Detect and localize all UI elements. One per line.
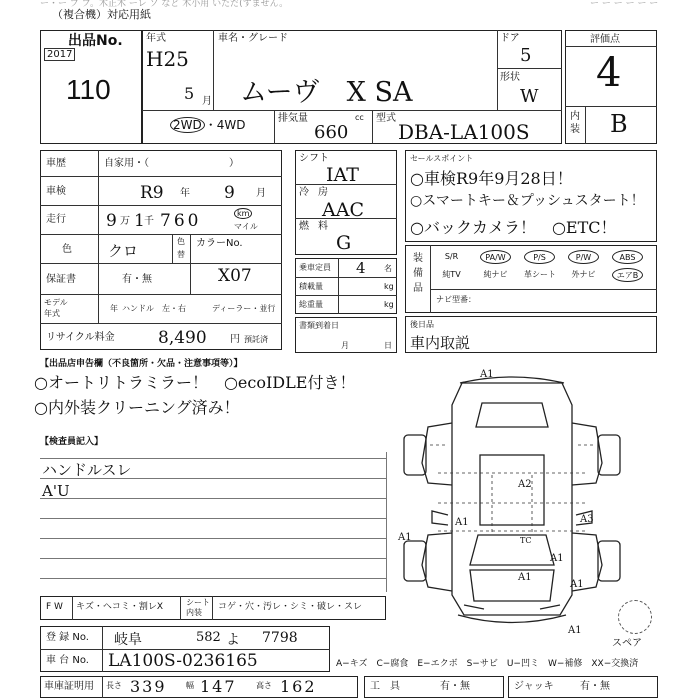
chassis-label: 車 台 No. [46,655,89,666]
recycle-value: 8,490 [158,328,207,348]
fuel-label-1: 燃 [299,221,309,232]
exhibitor-note-1: ○オートリトラミラー！ ○ecoIDLE付き！ [34,373,356,392]
rear-bumper [460,377,564,383]
inspector-note-2: A'U [42,482,70,500]
model-year-label-2: 年式 [44,309,60,318]
mileage-man-unit: 万 [120,216,130,227]
month-value: 5 [184,84,195,103]
door-value: 5 [520,45,532,66]
displacement-value: 660 [314,122,349,143]
inspection-year: R9 [140,183,164,203]
exhibitor-notes-label: 【出品店申告欄（不良箇所・欠品・注意事項等）】 [40,359,243,369]
after-date-label: 後日品 [410,320,434,329]
displacement-unit: cc [355,113,364,122]
year-value: H25 [146,47,189,71]
equipment-row1-item-3: P/W [568,250,599,264]
color-swap-2: 替 [177,250,185,259]
color-label: 色 [62,244,72,255]
mileage-rest: 1 [134,211,145,231]
car-damage-diagram [400,365,635,635]
equipment-row2-item-3: 外ナビ [571,270,596,279]
mileage-label: 走行 [46,214,66,225]
equipment-row2-item-2: 革シート [524,270,556,279]
mileage-unit-km [234,209,252,218]
warranty-label: 保証書 [46,274,76,285]
month-unit: 月 [202,96,212,107]
chassis-value: LA100S-0236165 [108,651,258,671]
scratch-legend: キズ・ヘコミ・割レX [76,602,163,612]
width-label: 幅 [186,681,194,690]
inspection-label: 車検 [46,186,66,197]
name-label: 車名・グレード [218,33,288,44]
navi-model-label: ナビ型番： [436,295,476,304]
drive-4wd: 4WD [216,118,246,132]
color-swap-1: 色 [177,237,185,246]
drive-selector [170,120,246,131]
doc-month: 月 [341,341,349,350]
height-label: 高さ [256,681,272,690]
mark-front-bumper: A1 [568,625,582,636]
history-label: 車歴 [46,158,66,169]
reg-label: 登 録 No. [46,632,89,643]
mark-left-mirror: A1 [398,532,412,543]
headlight-right [540,605,560,609]
inspector-note-1: ハンドルスレ [42,461,132,479]
mark-left-door: A1 [455,517,469,528]
spare-label: スペア [612,638,642,649]
sales-line-2: ○スマートキー＆プッシュスタート！ [410,193,645,209]
inspection-month: 9 [224,183,235,203]
model-year-label-1: モデル [44,298,68,307]
model-year-unit: 年 [110,304,118,313]
shift-value: IAT [326,164,359,186]
weight-unit: kg [384,300,394,309]
doc-day: 日 [384,341,392,350]
lot-number: 110 [66,74,111,105]
interior-label-1: 内 [570,111,580,122]
equipment-row1-item-0: S/R [444,252,459,261]
car-name-value: ムーヴ X SA [240,77,413,108]
header-form-type-label: （複合機）対応用紙 [52,8,151,21]
mark-roof: A2 [518,479,532,490]
exhibitor-note-2: ○内外装クリーニング済み！ [34,398,240,417]
inspection-month-unit: 月 [256,188,266,199]
roof [480,455,544,525]
dealer-label: ディーラー・並行 [212,304,276,313]
reg-kana: よ [226,632,240,648]
jack-label: ジャッキ [514,681,554,692]
mileage-sen-unit: 千 [144,216,154,227]
height-value: 162 [280,677,317,696]
ac-label-1: 冷 [299,187,309,198]
equipment-row2-item-0: 純TV [442,270,461,279]
sales-line-1: ○車検R9年9月28日！ [410,169,573,188]
equipment-row1-item-1: PA/W [480,250,511,264]
year-label: 年式 [146,33,166,44]
color-value: クロ [108,242,139,260]
load-unit: kg [384,282,394,291]
shape-value: W [520,86,539,107]
mark-tc: TC [520,536,532,545]
sales-line-3: ○バックカメラ！ ○ETC！ [410,218,617,237]
interior-label-2: 装 [570,124,580,135]
header-faint-text: ー・ー ブ ブ。木正木 ーレ ソ など 木小用 いただ(すません。 [40,0,289,9]
model-value: DBA-LA100S [398,120,530,144]
equipment-row1-item-2: P/S [524,250,555,264]
tools-options: 有・無 [440,681,470,692]
recycle-label: リサイクル料金 [46,332,115,343]
shift-label: シフト [299,153,329,164]
displacement-label: 排気量 [278,113,308,124]
length-label: 長さ [106,681,122,690]
score-label: 評価点 [590,34,620,45]
fuel-value: G [336,232,352,254]
equipment-label-2: 備 [413,268,423,279]
reg-number: 7798 [262,630,298,646]
garage-cert-label: 車庫証明用 [44,681,94,692]
after-date-value: 車内取説 [410,334,471,352]
rear-window [476,403,548,427]
mirror-left [432,511,448,525]
headlight-left [464,605,484,609]
mileage-km-circled: km [234,208,252,219]
capacity-label: 乗車定員 [299,263,331,272]
doc-arrival-label: 書類到着日 [299,321,339,330]
seat-label-2: 内装 [186,608,202,617]
ac-label-2: 房 [318,187,328,198]
weight-label: 総重量 [299,300,323,309]
sales-point-label: セールスポイント [410,154,474,163]
warranty-options: 有・無 [122,274,152,285]
recycle-note: 預託済 [244,335,268,344]
spare-tire-icon [618,600,652,634]
inspection-year-unit: 年 [180,188,190,199]
handle-label: ハンドル 左・右 [122,304,186,313]
fuel-label-2: 料 [318,221,328,232]
equipment-label-1: 装 [413,253,423,264]
mark-hood: A1 [518,572,532,583]
mark-right-door: A3 [580,514,594,525]
tools-label: 工 具 [370,681,400,692]
load-label: 積載量 [299,282,323,291]
capacity-unit: 名 [384,264,392,273]
equipment-row2-item-1: 純ナビ [483,270,508,279]
ac-value: AAC [322,199,364,221]
shape-label: 形状 [500,72,520,83]
color-no-value: X07 [218,266,252,286]
damage-legend: A−キズ C−腐食 E−エクボ S−サビ U−凹ミ W−補修 XX−交換済 [336,659,639,669]
reg-region: 岐阜 [114,632,142,648]
score-value: 4 [596,50,622,96]
model-label: 型式 [376,113,396,124]
seat-condition-legend: コゲ・穴・汚レ・シミ・破レ・スレ [218,602,363,612]
equipment-row1-item-4: ABS [612,250,643,264]
mileage-man: 9 [106,211,117,231]
jack-options: 有・無 [580,681,610,692]
reg-class: 582 [196,630,221,645]
fw-label: F W [46,602,63,612]
interior-value: B [610,110,628,138]
equipment-row2-item-4: エアB [612,268,643,282]
mileage-last: 760 [160,211,202,231]
inspector-notes-label: 【検査員記入】 [40,437,104,447]
seat-label-1: シート [186,598,210,607]
equipment-label-3: 品 [413,283,423,294]
history-value: 自家用・（ ） [104,158,239,169]
color-no-label: カラーNo. [196,238,243,249]
mileage-unit-mile: マイル [234,222,258,231]
mark-right-fender: A1 [550,553,564,564]
mark-rear-bumper: A1 [480,369,494,380]
length-value: 339 [130,677,167,696]
hood [470,570,554,601]
lot-year-tag: 2017 [44,48,75,61]
width-value: 147 [200,677,237,696]
door-label: ドア [500,33,520,44]
capacity-value: 4 [356,259,366,277]
header-faint-number: ー ー ー ー ー ー [590,0,659,9]
mark-right-front: A1 [570,579,584,590]
drive-2wd: 2WD [170,117,205,133]
drive-separator: ・ [204,118,217,132]
recycle-unit: 円 [230,334,240,345]
front-bumper [458,615,566,623]
windshield [470,535,554,565]
spec-table [40,150,282,350]
car-body-outline [452,383,572,615]
lot-label: 出品No. [68,33,123,49]
